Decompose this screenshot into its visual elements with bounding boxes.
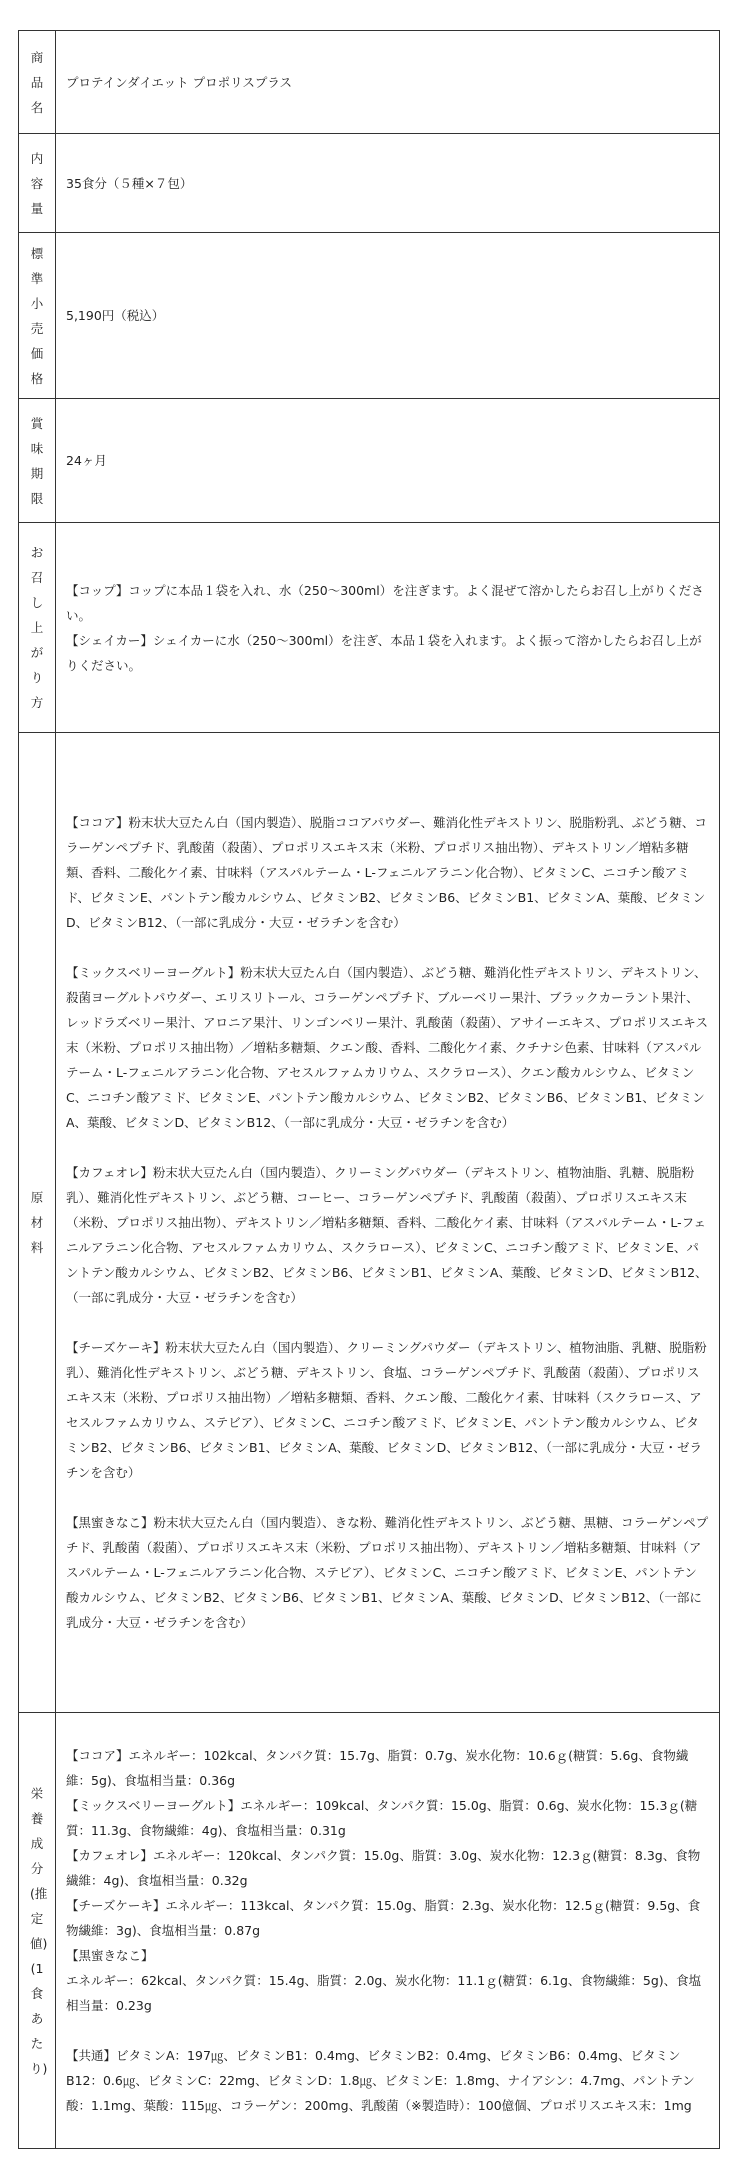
row-value-nutrition (56, 1713, 720, 2149)
label-text: お召し上がり方 (30, 545, 44, 710)
row-value-howto (56, 523, 720, 733)
nutrition-kinako: エネルギー：62kcal、タンパク質：15.4g、脂質：2.0g、炭水化物：11.1ｇ(糖質：6.1g、食物繊維：5g)、食塩相当量：0.23g (66, 1973, 702, 2013)
row-label-name (19, 31, 56, 134)
spec-row-name (19, 31, 720, 134)
spec-row-content (19, 134, 720, 233)
row-value-name: プロテインダイエット プロポリスプラス (56, 31, 720, 134)
ingredients-cheesecake: 【チーズケーキ】粉末状大豆たん白（国内製造）、クリーミングパウダー（デキストリン、植物油脂、乳糖、脱脂粉乳）、難消化性デキストリン、ぶどう糖、デキストリン、食塩、コラーゲンペプチド、乳酸菌（殺菌）、プロポリスエキス末（米粉、プロポリス抽出物）／増粘多糖類、香料、クエン酸、二酸化ケイ素、甘味料（スクラロース、アセスルファムカリウム、ステビア）、ビタミンC、ニコチン酸アミド、ビタミンE、パントテン酸カルシウム、ビタミンB2、ビタミンB6、ビタミンB1、ビタミンA、葉酸、ビタミンD、ビタミンB12、（一部に乳成分・大豆・ゼラチンを含む） (66, 1340, 707, 1480)
ingredients-kinako: 【黒蜜きなこ】粉末状大豆たん白（国内製造）、きな粉、難消化性デキストリン、ぶどう糖、黒糖、コラーゲンペプチド、乳酸菌（殺菌）、プロポリスエキス末（米粉、プロポリス抽出物）、デキストリン／増粘多糖類、甘味料（アスパルテーム・L-フェニルアラニン化合物、ステビア）、ビタミンC、ニコチン酸アミド、ビタミンE、パントテン酸カルシウム、ビタミンB2、ビタミンB6、ビタミンB1、ビタミンA、葉酸、ビタミンD、ビタミンB12、（一部に乳成分・大豆・ゼラチンを含む） (66, 1515, 709, 1630)
row-value-ingredients (56, 733, 720, 1713)
nutrition-common: 【共通】ビタミンA：197㎍、ビタミンB1：0.4mg、ビタミンB2：0.4mg、ビタミンB6：0.4mg、ビタミンB12：0.6㎍、ビタミンC：22mg、ビタミンD：1.8㎍、ビタミンE：1.8mg、ナイアシン：4.7mg、パントテン酸：1.1mg、葉酸：115㎍、コラーゲン：200mg、乳酸菌（※製造時）：100億個、プロポリスエキス末：1mg (66, 2048, 695, 2113)
row-label-howto (19, 523, 56, 733)
label-text: 内容量 (30, 150, 44, 216)
nutrition-berry: 【ミックスベリーヨーグルト】エネルギー：109kcal、タンパク質：15.0g、脂質：0.6g、炭水化物：15.3ｇ(糖質：11.3g、食物繊維：4g)、食塩相当量：0.31g (66, 1798, 698, 1838)
howto-shaker: 【シェイカー】シェイカーに水（250〜300ml）を注ぎ、本品１袋を入れます。よく振って溶かしたらお召し上がりください。 (66, 632, 702, 673)
ingredients-berry: 【ミックスベリーヨーグルト】粉末状大豆たん白（国内製造）、ぶどう糖、難消化性デキストリン、デキストリン、殺菌ヨーグルトパウダー、エリスリトール、コラーゲンペプチド、ブルーベリー果汁、ブラックカーラント果汁、レッドラズベリー果汁、アロニア果汁、リンゴンベリー果汁、乳酸菌（殺菌）、アサイーエキス、プロポリスエキス末（米粉、プロポリス抽出物）／増粘多糖類、クエン酸、香料、二酸化ケイ素、クチナシ色素、甘味料（アスパルテーム・L-フェニルアラニン化合物、アセスルファムカリウム、スクラロース）、クエン酸カルシウム、ビタミンC、ニコチン酸アミド、ビタミンE、パントテン酸カルシウム、ビタミンB2、ビタミンB6、ビタミンB1、ビタミンA、葉酸、ビタミンD、ビタミンB12、（一部に乳成分・大豆・ゼラチンを含む） (66, 965, 709, 1130)
product-spec-table (18, 30, 720, 2149)
ingredients-cafeaulait: 【カフェオレ】粉末状大豆たん白（国内製造）、クリーミングパウダー（デキストリン、植物油脂、乳糖、脱脂粉乳）、難消化性デキストリン、ぶどう糖、コーヒー、コラーゲンペプチド、乳酸菌（殺菌）、プロポリスエキス末（米粉、プロポリス抽出物）、デキストリン／増粘多糖類、香料、二酸化ケイ素、甘味料（アスパルテーム・L-フェニルアラニン化合物、アセスルファムカリウム、スクラロース）、ビタミンC、ニコチン酸アミド、ビタミンE、パントテン酸カルシウム、ビタミンB2、ビタミンB6、ビタミンB1、ビタミンA、葉酸、ビタミンD、ビタミンB12、（一部に乳成分・大豆・ゼラチンを含む） (66, 1165, 708, 1305)
label-text: 商品名 (30, 49, 44, 115)
label-text: 栄養成分(推定値)(1食あたり) (30, 1785, 48, 2076)
spec-row-howto (19, 523, 720, 733)
label-text: 原材料 (30, 1190, 44, 1255)
label-text: 賞味期限 (30, 415, 44, 506)
row-value-price: 5,190円（税込） (56, 233, 720, 399)
spec-row-nutrition (19, 1713, 720, 2149)
spec-row-ingredients (19, 733, 720, 1713)
row-label-nutrition (19, 1713, 56, 2149)
howto-cup: 【コップ】コップに本品１袋を入れ、水（250〜300ml）を注ぎます。よく混ぜて溶かしたらお召し上がりください。 (66, 582, 704, 623)
ingredients-cocoa: 【ココア】粉末状大豆たん白（国内製造）、脱脂ココアパウダー、難消化性デキストリン、脱脂粉乳、ぶどう糖、コラーゲンペプチド、乳酸菌（殺菌）、プロポリスエキス末（米粉、プロポリス抽出物）、デキストリン／増粘多糖類、香料、二酸化ケイ素、甘味料（アスパルテーム・L-フェニルアラニン化合物）、ビタミンC、ニコチン酸アミド、ビタミンE、パントテン酸カルシウム、ビタミンB2、ビタミンB6、ビタミンB1、ビタミンA、葉酸、ビタミンD、ビタミンB12、（一部に乳成分・大豆・ゼラチンを含む） (66, 815, 707, 930)
row-label-content (19, 134, 56, 233)
label-text: 標準小売価格 (30, 245, 44, 386)
row-label-ingredients (19, 733, 56, 1713)
row-value-content: 35食分（５種×７包） (56, 134, 720, 233)
row-value-expiry: 24ヶ月 (56, 399, 720, 523)
row-label-price (19, 233, 56, 399)
row-label-expiry (19, 399, 56, 523)
nutrition-kinako-heading: 【黒蜜きなこ】 (66, 1948, 154, 1963)
nutrition-cafeaulait: 【カフェオレ】エネルギー：120kcal、タンパク質：15.0g、脂質：3.0g、炭水化物：12.3ｇ(糖質：8.3g、食物繊維：4g)、食塩相当量：0.32g (66, 1848, 701, 1888)
spec-row-expiry (19, 399, 720, 523)
nutrition-cheesecake: 【チーズケーキ】エネルギー：113kcal、タンパク質：15.0g、脂質：2.3g、炭水化物：12.5ｇ(糖質：9.5g、食物繊維：3g)、食塩相当量：0.87g (66, 1898, 701, 1938)
spec-row-price (19, 233, 720, 399)
nutrition-cocoa: 【ココア】エネルギー：102kcal、タンパク質：15.7g、脂質：0.7g、炭水化物：10.6ｇ(糖質：5.6g、食物繊維：5g)、食塩相当量：0.36g (66, 1748, 689, 1788)
